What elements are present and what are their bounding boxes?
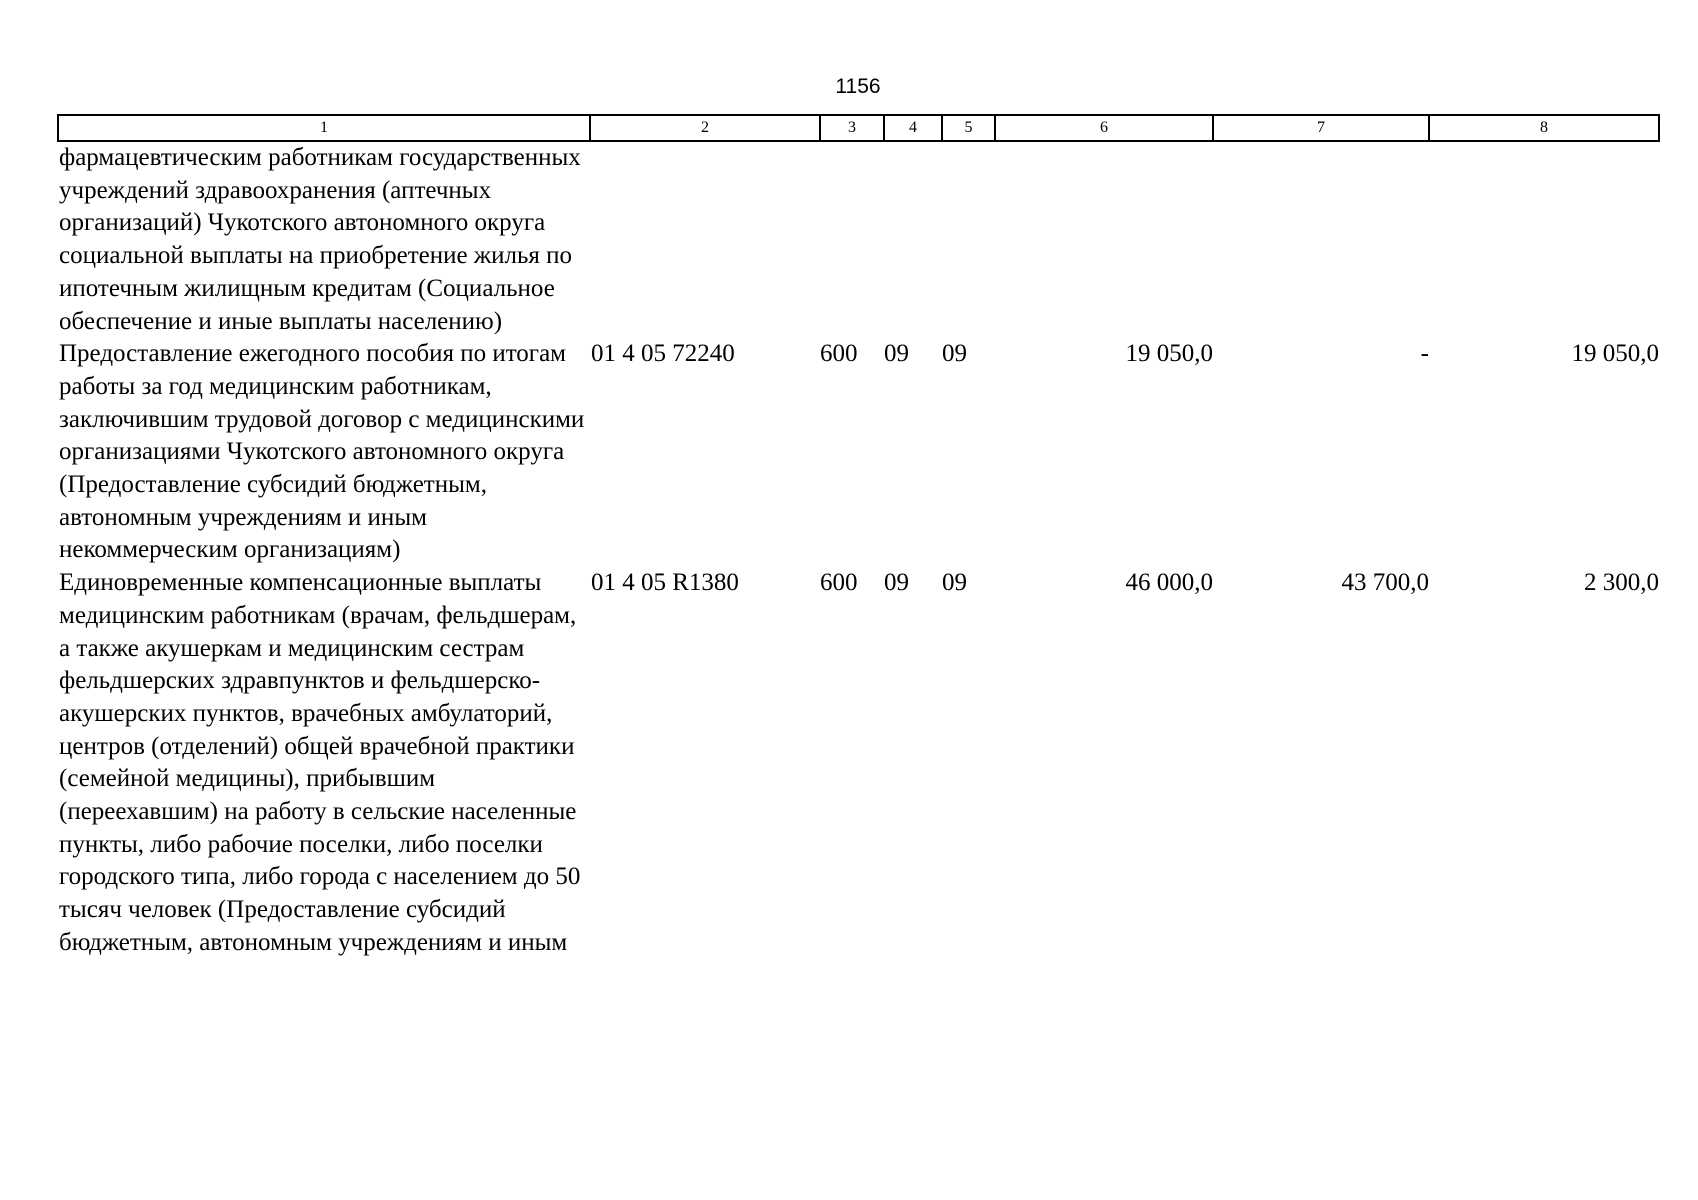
column-header-8: 8 [1429, 115, 1659, 141]
row-subsection: 09 [942, 569, 967, 597]
column-header-2: 2 [590, 115, 820, 141]
table-row [58, 567, 1659, 959]
column-header-1: 1 [58, 115, 590, 141]
row-federal-amount: 43 700,0 [1341, 569, 1429, 597]
column-header-3: 3 [820, 115, 884, 141]
page-number: 1156 [835, 75, 881, 98]
column-header-4: 4 [884, 115, 942, 141]
row-federal-amount [1213, 141, 1429, 338]
row-section: 09 [884, 569, 909, 597]
column-header-7: 7 [1213, 115, 1429, 141]
row-federal-amount: - [1420, 340, 1429, 368]
row-target-code: 01 4 05 72240 [591, 340, 735, 368]
row-section [884, 141, 942, 338]
table-row [58, 338, 1659, 567]
row-total-amount [995, 141, 1213, 338]
column-header-5: 5 [942, 115, 995, 141]
row-target-code [590, 141, 820, 338]
row-subsection [942, 141, 995, 338]
row-expense-type: 600 [820, 569, 858, 597]
row-regional-amount [1429, 141, 1659, 338]
column-header-6: 6 [995, 115, 1213, 141]
row-expense-type [820, 141, 884, 338]
table-row [58, 141, 1659, 338]
row-subsection: 09 [942, 340, 967, 368]
row-description: Предоставление ежегодного пособия по итогам работы за год медицинским работникам, заключившим трудовой договор с медицинскими организациями Чукотского автономного округа (Предоставление субсидий бюджетным, автономным учреждениям и иным некоммерческим организациям) [59, 340, 585, 564]
row-expense-type: 600 [820, 340, 858, 368]
row-total-amount: 19 050,0 [1125, 340, 1213, 368]
row-target-code: 01 4 05 R1380 [591, 569, 739, 597]
row-description: фармацевтическим работникам государственных учреждений здравоохранения (аптечных организаций) Чукотского автономного округа социальной выплаты на приобретение жилья по ипотечным жилищным кредитам (Социальное обеспечение и иные выплаты населению) [59, 144, 581, 335]
row-regional-amount: 19 050,0 [1571, 340, 1659, 368]
row-total-amount: 46 000,0 [1125, 569, 1213, 597]
header-row [58, 115, 1659, 141]
row-section: 09 [884, 340, 909, 368]
row-regional-amount: 2 300,0 [1584, 569, 1659, 597]
column-number-header [58, 115, 1659, 141]
row-description: Единовременные компенсационные выплаты медицинским работникам (врачам, фельдшерам, а также акушеркам и медицинским сестрам фельдшерских здравпунктов и фельдшерско-акушерских пунктов, врачебных амбулаторий, центров (отделений) общей врачебной практики (семейной медицины), прибывшим (переехавшим) на работу в сельские населенные пункты, либо рабочие поселки, либо поселки городского типа, либо города с населением до 50 тысяч человек (Предоставление субсидий бюджетным, автономным учреждениям и иным [59, 569, 581, 956]
budget-table [57, 114, 1660, 960]
